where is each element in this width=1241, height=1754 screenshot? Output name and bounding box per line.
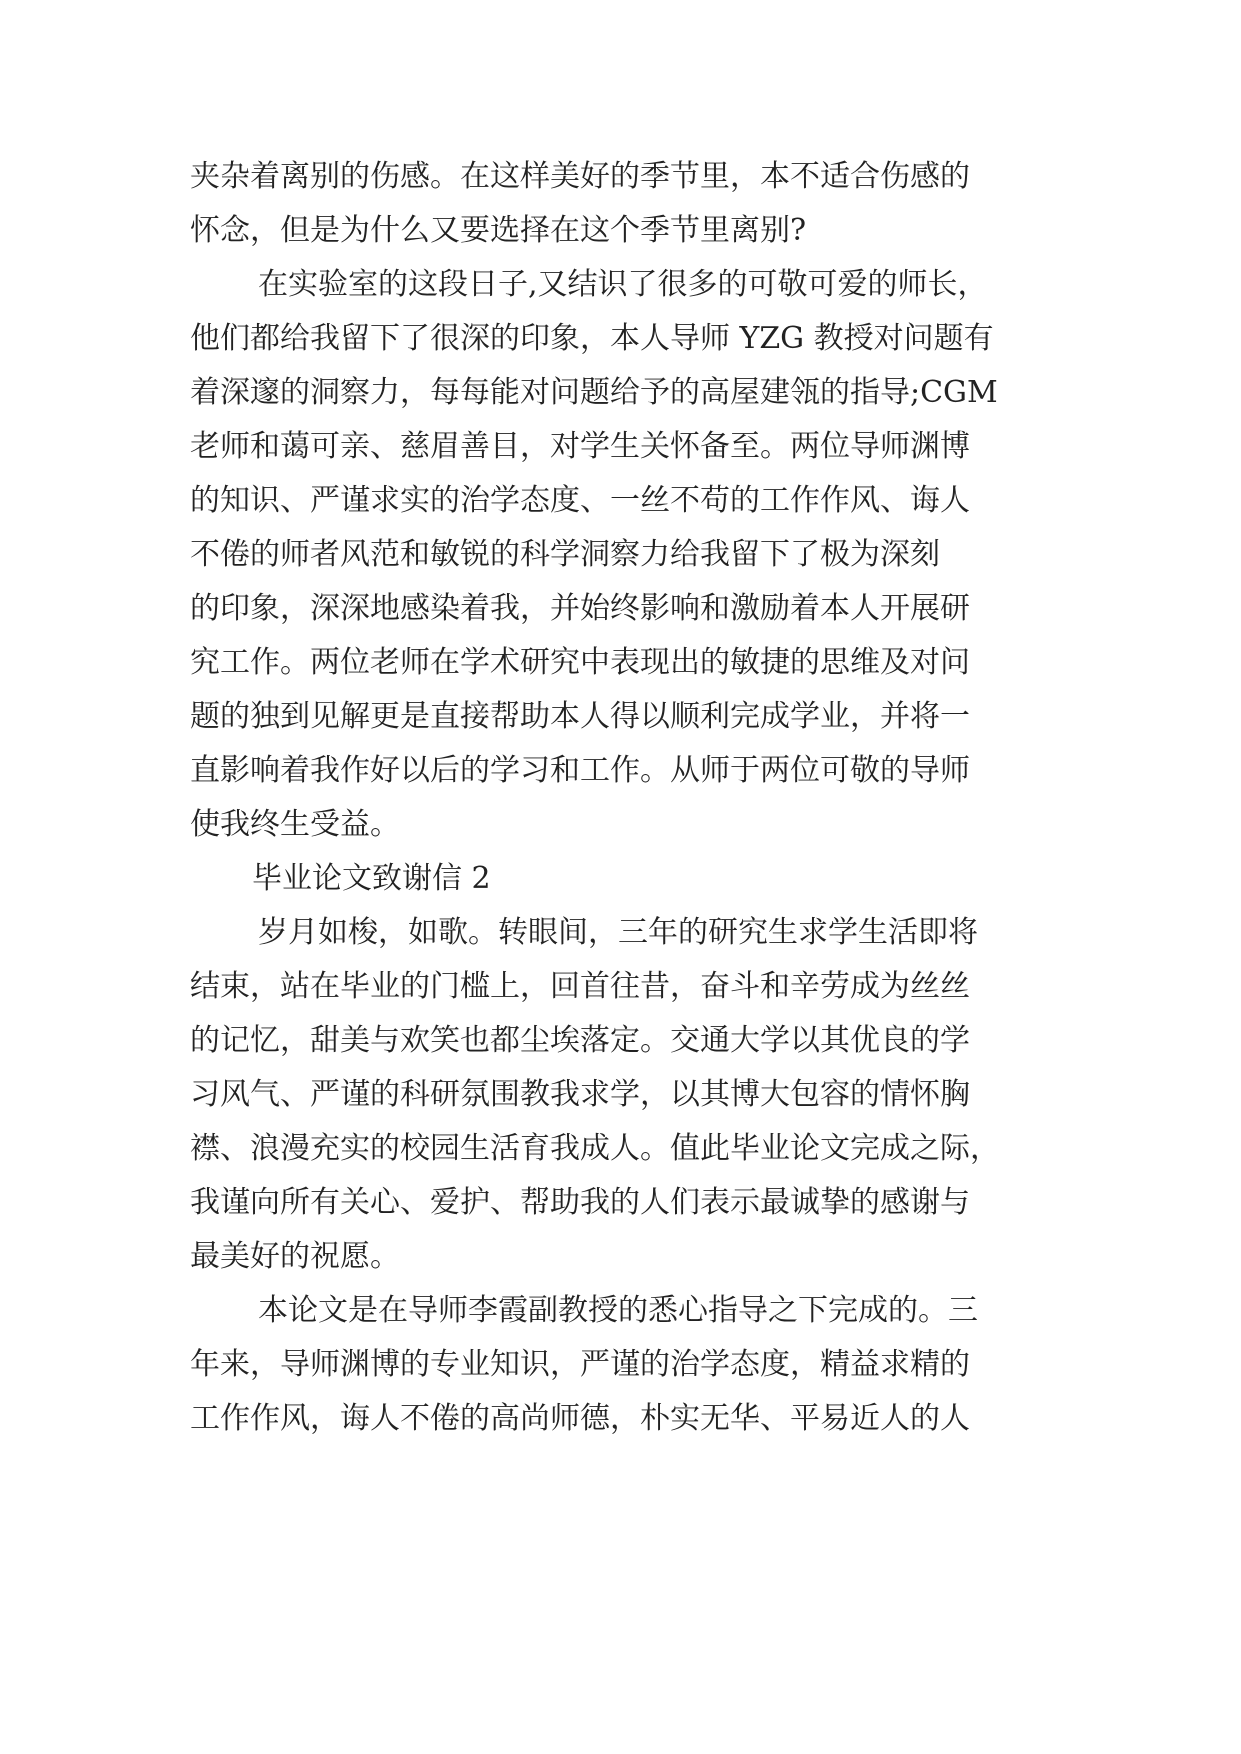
text-line: 直影响着我作好以后的学习和工作。从师于两位可敬的导师: [190, 753, 970, 788]
text-line: 结束，站在毕业的门槛上，回首往昔，奋斗和辛劳成为丝丝: [190, 969, 970, 1004]
text-line: 题的独到见解更是直接帮助本人得以顺利完成学业，并将一: [190, 699, 970, 734]
paragraph-start-line: 在实验室的这段日子,又结识了很多的可敬可爱的师长，: [258, 267, 988, 302]
text-line: 的知识、严谨求实的治学态度、一丝不苟的工作作风、诲人: [190, 483, 970, 518]
text-line: 不倦的师者风范和敏锐的科学洞察力给我留下了极为深刻: [190, 537, 940, 572]
text-line: 他们都给我留下了很深的印象，本人导师 YZG 教授对问题有: [190, 321, 994, 356]
text-line: 的记忆，甜美与欢笑也都尘埃落定。交通大学以其优良的学: [190, 1023, 970, 1058]
paragraph-start-line: 岁月如梭，如歌。转眼间，三年的研究生求学生活即将: [258, 915, 978, 950]
text-line: 工作作风，诲人不倦的高尚师德，朴实无华、平易近人的人: [190, 1401, 970, 1436]
text-line: 究工作。两位老师在学术研究中表现出的敏捷的思维及对问: [190, 645, 970, 680]
text-line: 怀念，但是为什么又要选择在这个季节里离别?: [190, 213, 807, 248]
text-line: 夹杂着离别的伤感。在这样美好的季节里，本不适合伤感的: [190, 159, 970, 194]
text-line: 着深邃的洞察力，每每能对问题给予的高屋建瓴的指导;CGM: [190, 375, 998, 410]
text-line: 年来，导师渊博的专业知识，严谨的治学态度，精益求精的: [190, 1347, 970, 1382]
text-line: 我谨向所有关心、爱护、帮助我的人们表示最诚挚的感谢与: [190, 1185, 970, 1220]
body-text: [190, 150, 1070, 1446]
section-heading: 毕业论文致谢信 2: [252, 861, 491, 896]
text-line: 使我终生受益。: [190, 807, 400, 842]
text-line: 老师和蔼可亲、慈眉善目，对学生关怀备至。两位导师渊博: [190, 429, 970, 464]
text-line: 的印象，深深地感染着我，并始终影响和激励着本人开展研: [190, 591, 970, 626]
paragraph-start-line: 本论文是在导师李霞副教授的悉心指导之下完成的。三: [258, 1293, 978, 1328]
text-line: 习风气、严谨的科研氛围教我求学，以其博大包容的情怀胸: [190, 1077, 970, 1112]
text-line: 襟、浪漫充实的校园生活育我成人。值此毕业论文完成之际，: [190, 1131, 1000, 1166]
text-line: 最美好的祝愿。: [190, 1239, 400, 1274]
